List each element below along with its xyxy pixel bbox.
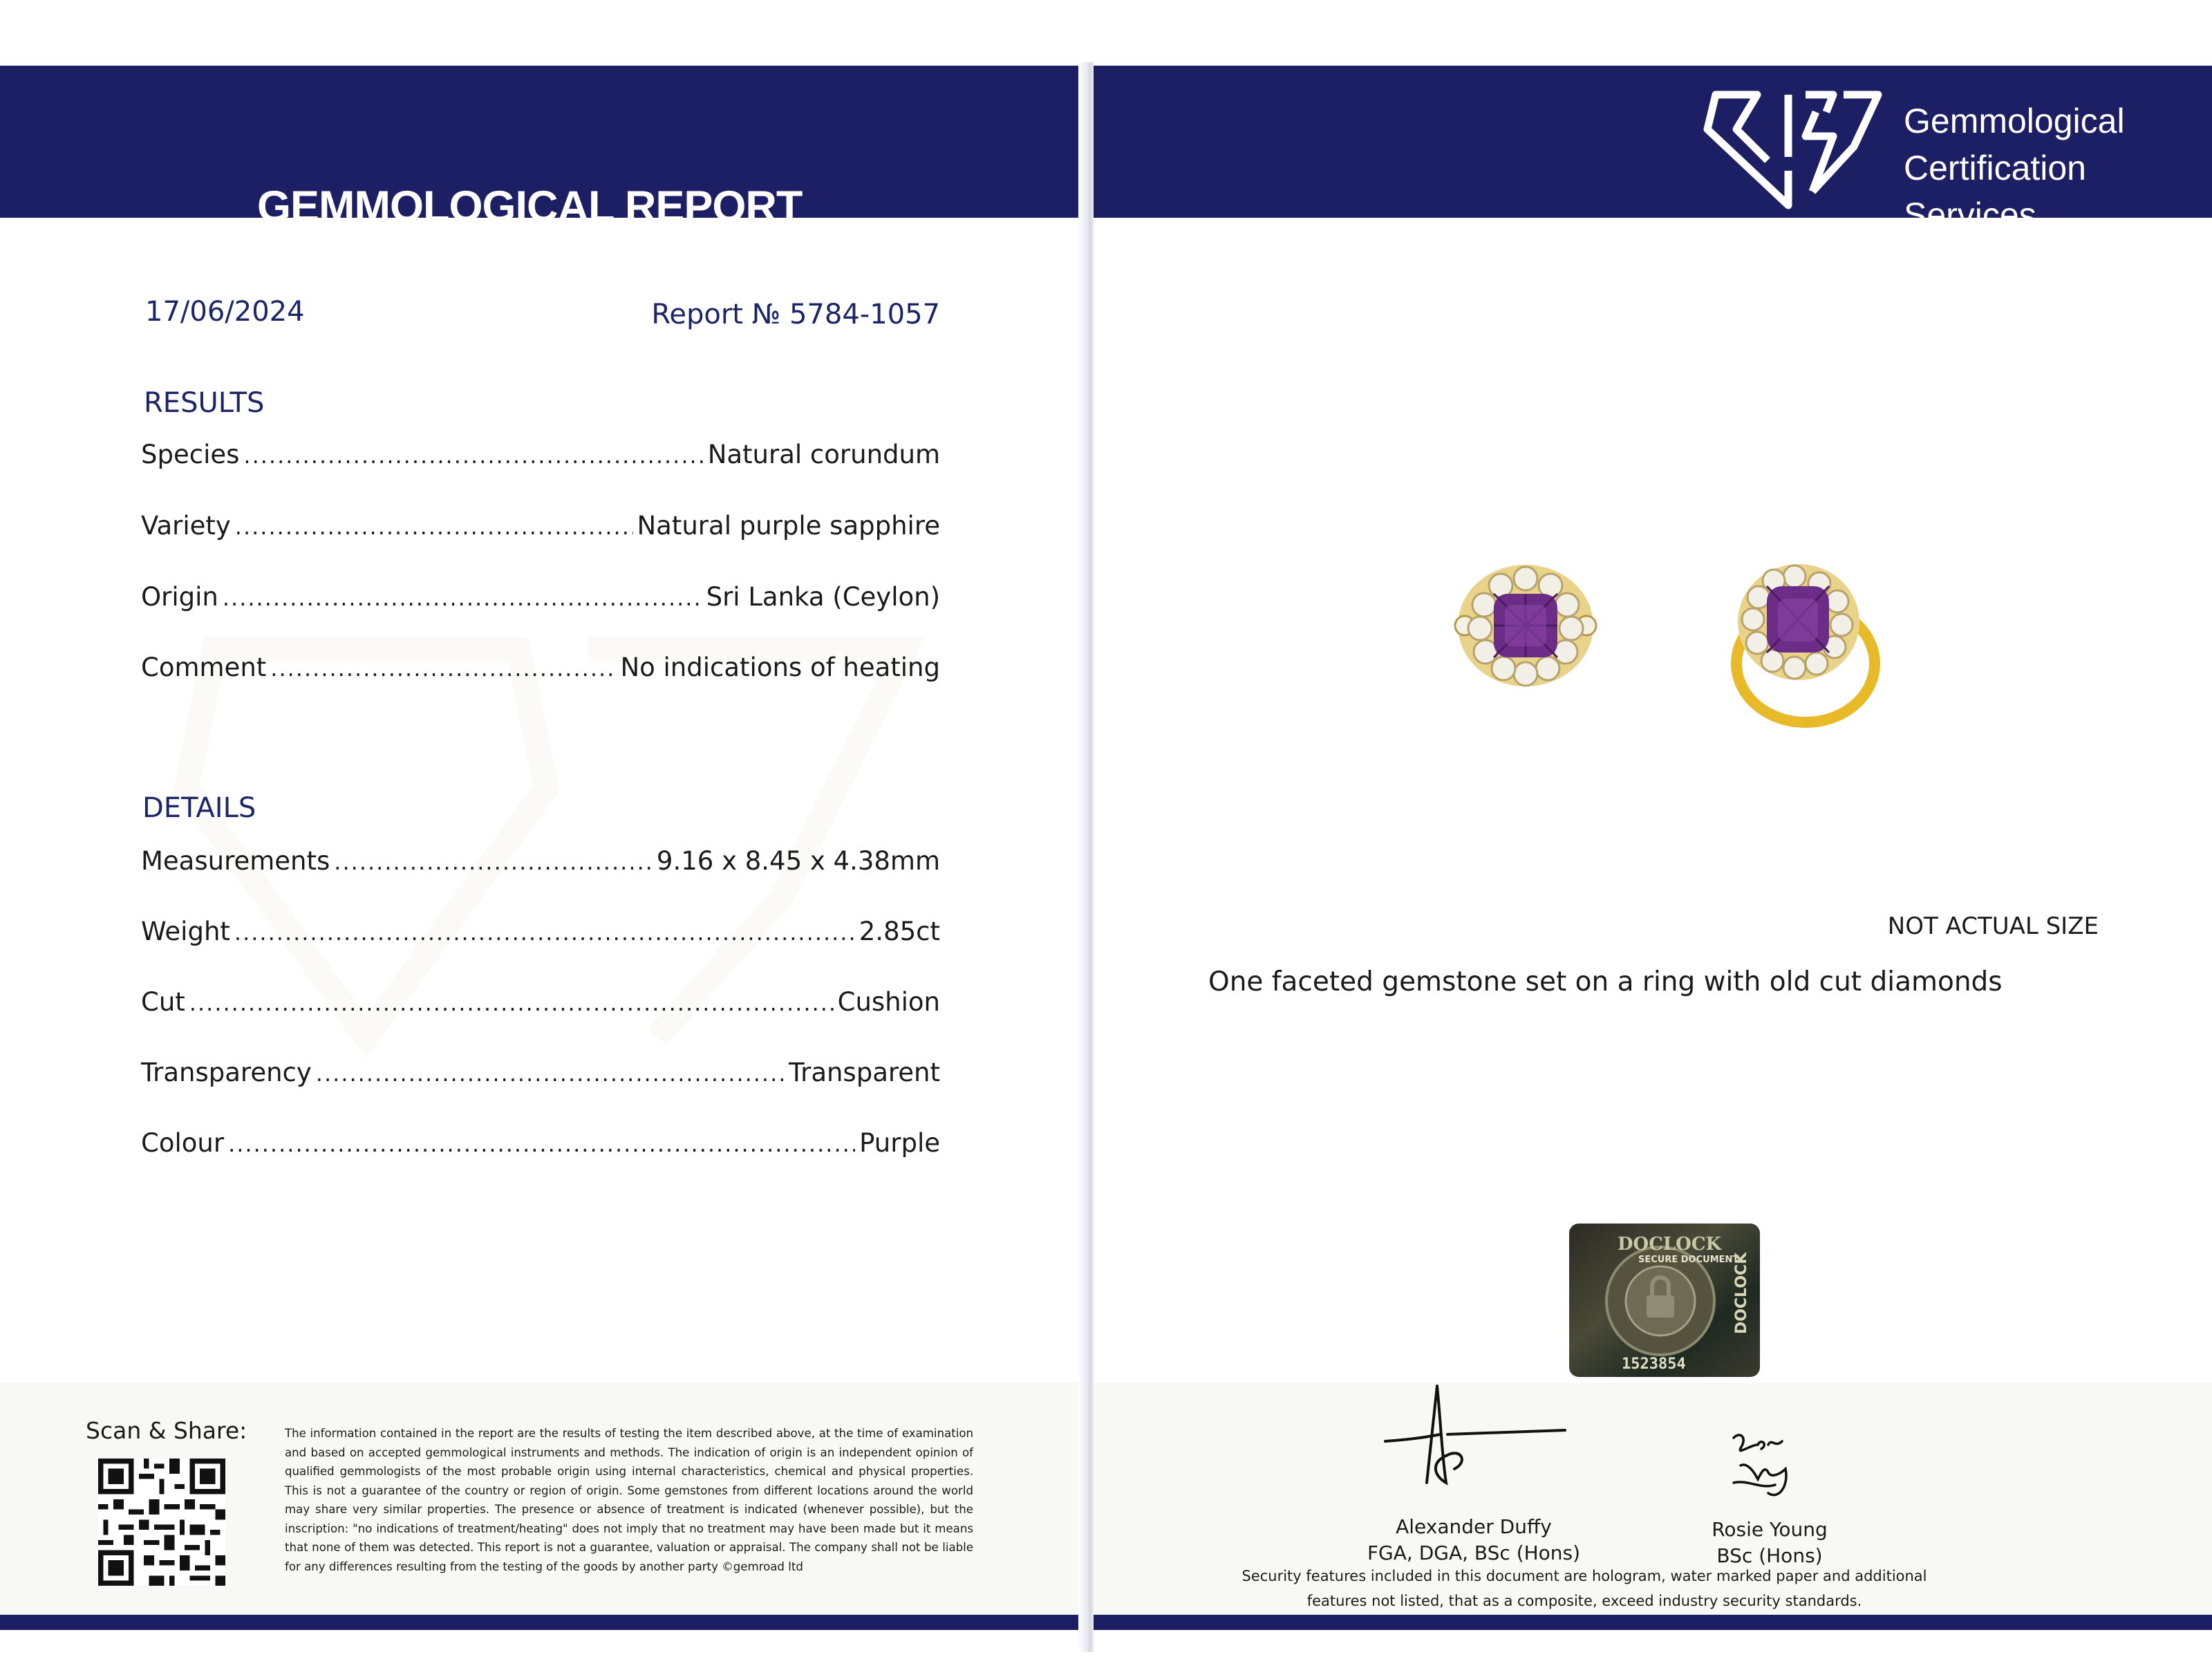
signatory-credentials: BSc (Hons) [1716, 1544, 1823, 1567]
signatory-credentials: FGA, DGA, BSc (Hons) [1367, 1541, 1581, 1564]
leader-dots [235, 514, 633, 540]
brand-line-1: Gemmological [1904, 102, 2125, 140]
row-value: Cushion [837, 987, 940, 1017]
hologram-serial: 1523854 [1622, 1356, 1686, 1373]
signature-young [1720, 1424, 1830, 1521]
hologram-seal [1569, 1224, 1760, 1377]
not-actual-size-note: NOT ACTUAL SIZE [1887, 912, 2099, 940]
row-value: Purple [859, 1128, 940, 1158]
signatory-young [1631, 1517, 1908, 1569]
results-heading: RESULTS [144, 387, 265, 419]
row-value: Natural purple sapphire [637, 511, 940, 541]
security-line-1: Security features included in this document are hologram, water marked paper and additional [1241, 1568, 1927, 1584]
bottom-band [0, 1615, 1085, 1630]
brand-name [1904, 97, 2125, 238]
row-value: 9.16 x 8.45 x 4.38mm [656, 846, 940, 876]
row-label: Variety [141, 511, 231, 541]
signatory-name: Rosie Young [1712, 1518, 1828, 1541]
ring-photos [1425, 518, 2047, 740]
row-value: Sri Lanka (Ceylon) [706, 582, 940, 612]
row-label: Cut [141, 987, 185, 1017]
report-date: 17/06/2024 [145, 296, 305, 328]
result-row-origin [141, 582, 940, 621]
item-caption: One faceted gemstone set on a ring with old cut diamonds [1208, 966, 2003, 997]
row-label: Weight [141, 917, 230, 946]
signatory-name: Alexander Duffy [1396, 1515, 1552, 1538]
result-row-comment [141, 653, 940, 691]
header-band-right [1094, 66, 2212, 234]
leader-dots [189, 990, 834, 1016]
right-page [1094, 0, 2212, 1659]
leader-dots [316, 1060, 785, 1087]
result-row-variety [141, 511, 940, 550]
row-label: Transparency [141, 1058, 312, 1087]
ring-top-view-icon [1455, 565, 1596, 686]
row-label: Measurements [141, 846, 330, 876]
bottom-band-right [1094, 1615, 2212, 1630]
detail-row-colour [141, 1128, 940, 1167]
leader-dots [334, 849, 653, 875]
signature-duffy [1365, 1379, 1572, 1503]
security-line-2: features not listed, that as a composite, exceed industry security standards. [1306, 1593, 1862, 1609]
gcs-logo-icon [1702, 81, 1895, 212]
detail-row-measurements [141, 846, 940, 885]
left-page [0, 0, 1085, 1659]
report-title: GEMMOLOGICAL REPORT [257, 182, 803, 231]
row-value: No indications of heating [620, 653, 940, 682]
brand-line-3: Services [1904, 196, 2036, 234]
detail-row-transparency [141, 1058, 940, 1096]
row-label: Species [141, 440, 240, 469]
scan-share-label: Scan & Share: [86, 1417, 247, 1444]
row-label: Comment [141, 653, 267, 682]
ring-side-view-icon [1736, 564, 1875, 722]
leader-dots [234, 919, 855, 946]
detail-row-cut [141, 987, 940, 1026]
leader-dots [223, 585, 702, 611]
disclaimer-text: The information contained in the report are the results of testing the item described above, at the time of examination and based on accepted gemmological instruments and methods. The indication of origin is an independent opinion of qualified gemmologists of the most probable origin using internal characteristics, chemical and physical properties. This is not a guarantee of the country or region of origin. Some gemstones from different locations around the world may share very similar properties. The presence or absence of treatment is indicated (whenever possible), but the inscription: "no indications of treatment/heating" does not imply that no treatment may have been made but it means that none of them was detected. This report is not a guarantee, valuation or appraisal. The company shall not be liable for any differences resulting from the testing of the goods by another party ©gemroad ltd [285, 1427, 973, 1573]
hologram-brand-side: DOCLOCK [1733, 1252, 1750, 1334]
hologram-ring-text: SECURE DOCUMENT [1638, 1255, 1739, 1265]
detail-row-weight [141, 917, 940, 955]
hologram-brand-top: DOCLOCK [1618, 1234, 1722, 1255]
leader-dots [270, 655, 616, 682]
security-note [1239, 1564, 1930, 1613]
signatory-duffy [1301, 1514, 1647, 1566]
row-label: Colour [141, 1128, 225, 1158]
report-number: Report № 5784-1057 [651, 299, 940, 330]
brand-line-2: Certification [1904, 149, 2086, 187]
row-value: 2.85ct [859, 917, 940, 946]
result-row-species [141, 440, 940, 478]
leader-dots [228, 1131, 855, 1157]
row-value: Transparent [788, 1058, 940, 1087]
leader-dots [243, 442, 703, 469]
row-value: Natural corundum [707, 440, 940, 469]
qr-code-icon[interactable] [98, 1459, 225, 1586]
row-label: Origin [141, 582, 218, 612]
details-heading: DETAILS [142, 792, 256, 824]
header-band [0, 66, 1085, 231]
